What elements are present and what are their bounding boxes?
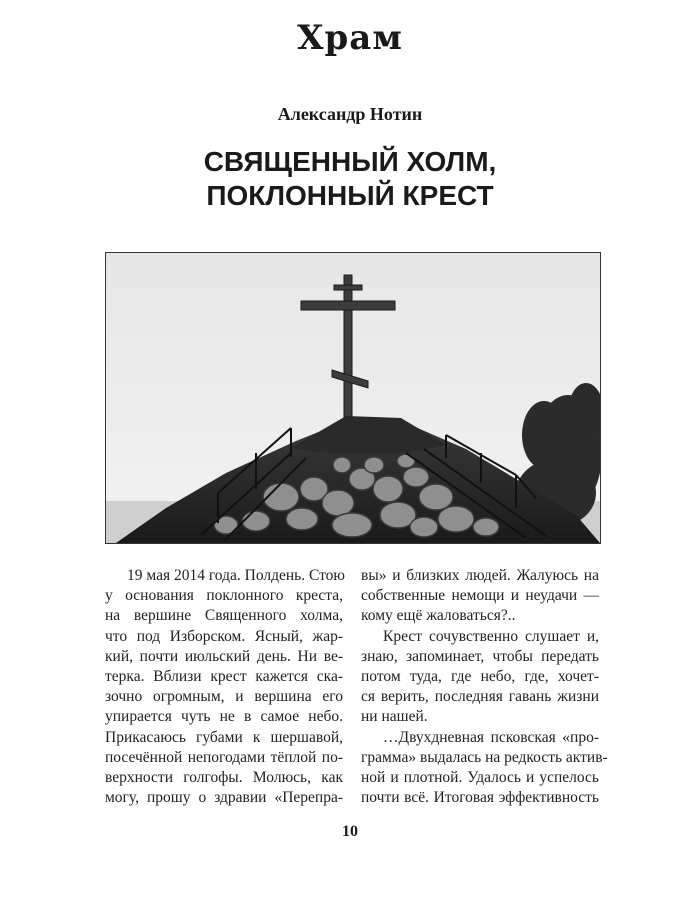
paragraph-line: ной и плотной. Удалось и успелось [361,769,599,787]
paragraph-line: у основания поклонного креста, [105,587,343,605]
paragraph-line: ся верить, последняя гавань жизни [361,688,599,706]
paragraph-line: ни нашей. [361,708,428,726]
paragraph-line: Прикасаюсь губами к шершавой, [105,728,343,746]
body-column-left [105,566,346,808]
article-title-line-1: СВЯЩЕННЫЙ ХОЛМ, [203,146,497,177]
paragraph-line: знаю, запоминает, чтобы передать [361,647,599,665]
paragraph-line: собственные немощи и неудачи — [361,587,599,605]
paragraph-line: кий, почти июльский день. Ни ве- [105,647,343,665]
paragraph-line: кому ещё жаловаться?.. [361,607,516,625]
page-number: 10 [342,823,358,840]
article-title [0,145,700,213]
paragraph-line: на вершине Священного холма, [105,607,343,625]
paragraph-line: что под Изборском. Ясный, жар- [105,627,343,645]
photo-cross-on-hill [105,252,601,544]
paragraph-line: потом туда, где небо, где, хочет- [361,668,599,686]
paragraph-line: зочно огромным, и вершина его [105,688,343,706]
section-title: Храм [297,18,403,58]
paragraph-line: вы» и близких людей. Жалуюсь на [361,567,599,584]
paragraph-line: терка. Вблизи крест кажется ска- [105,668,343,686]
paragraph-line: посечённой непогодами тёплой по- [105,748,343,766]
paragraph-line: грамма» выдалась на редкость актив- [361,748,608,766]
article-title-line-2: ПОКЛОННЫЙ КРЕСТ [206,180,494,211]
paragraph-line: …Двухдневная псковская «про- [383,728,599,746]
paragraph-line: 19 мая 2014 года. Полдень. Стою [127,567,346,584]
paragraph-line: упирается чуть не в самое небо. [105,708,343,726]
body-column-right [361,566,608,808]
paragraph-line: Крест сочувственно слушает и, [383,627,599,645]
paragraph-line: верхности голгофы. Молюсь, как [105,769,343,787]
paragraph-line: почти всё. Итоговая эффективность [361,789,599,807]
article-author: Александр Нотин [277,104,423,124]
paragraph-line: могу, прошу о здравии «Перепра- [105,789,343,807]
